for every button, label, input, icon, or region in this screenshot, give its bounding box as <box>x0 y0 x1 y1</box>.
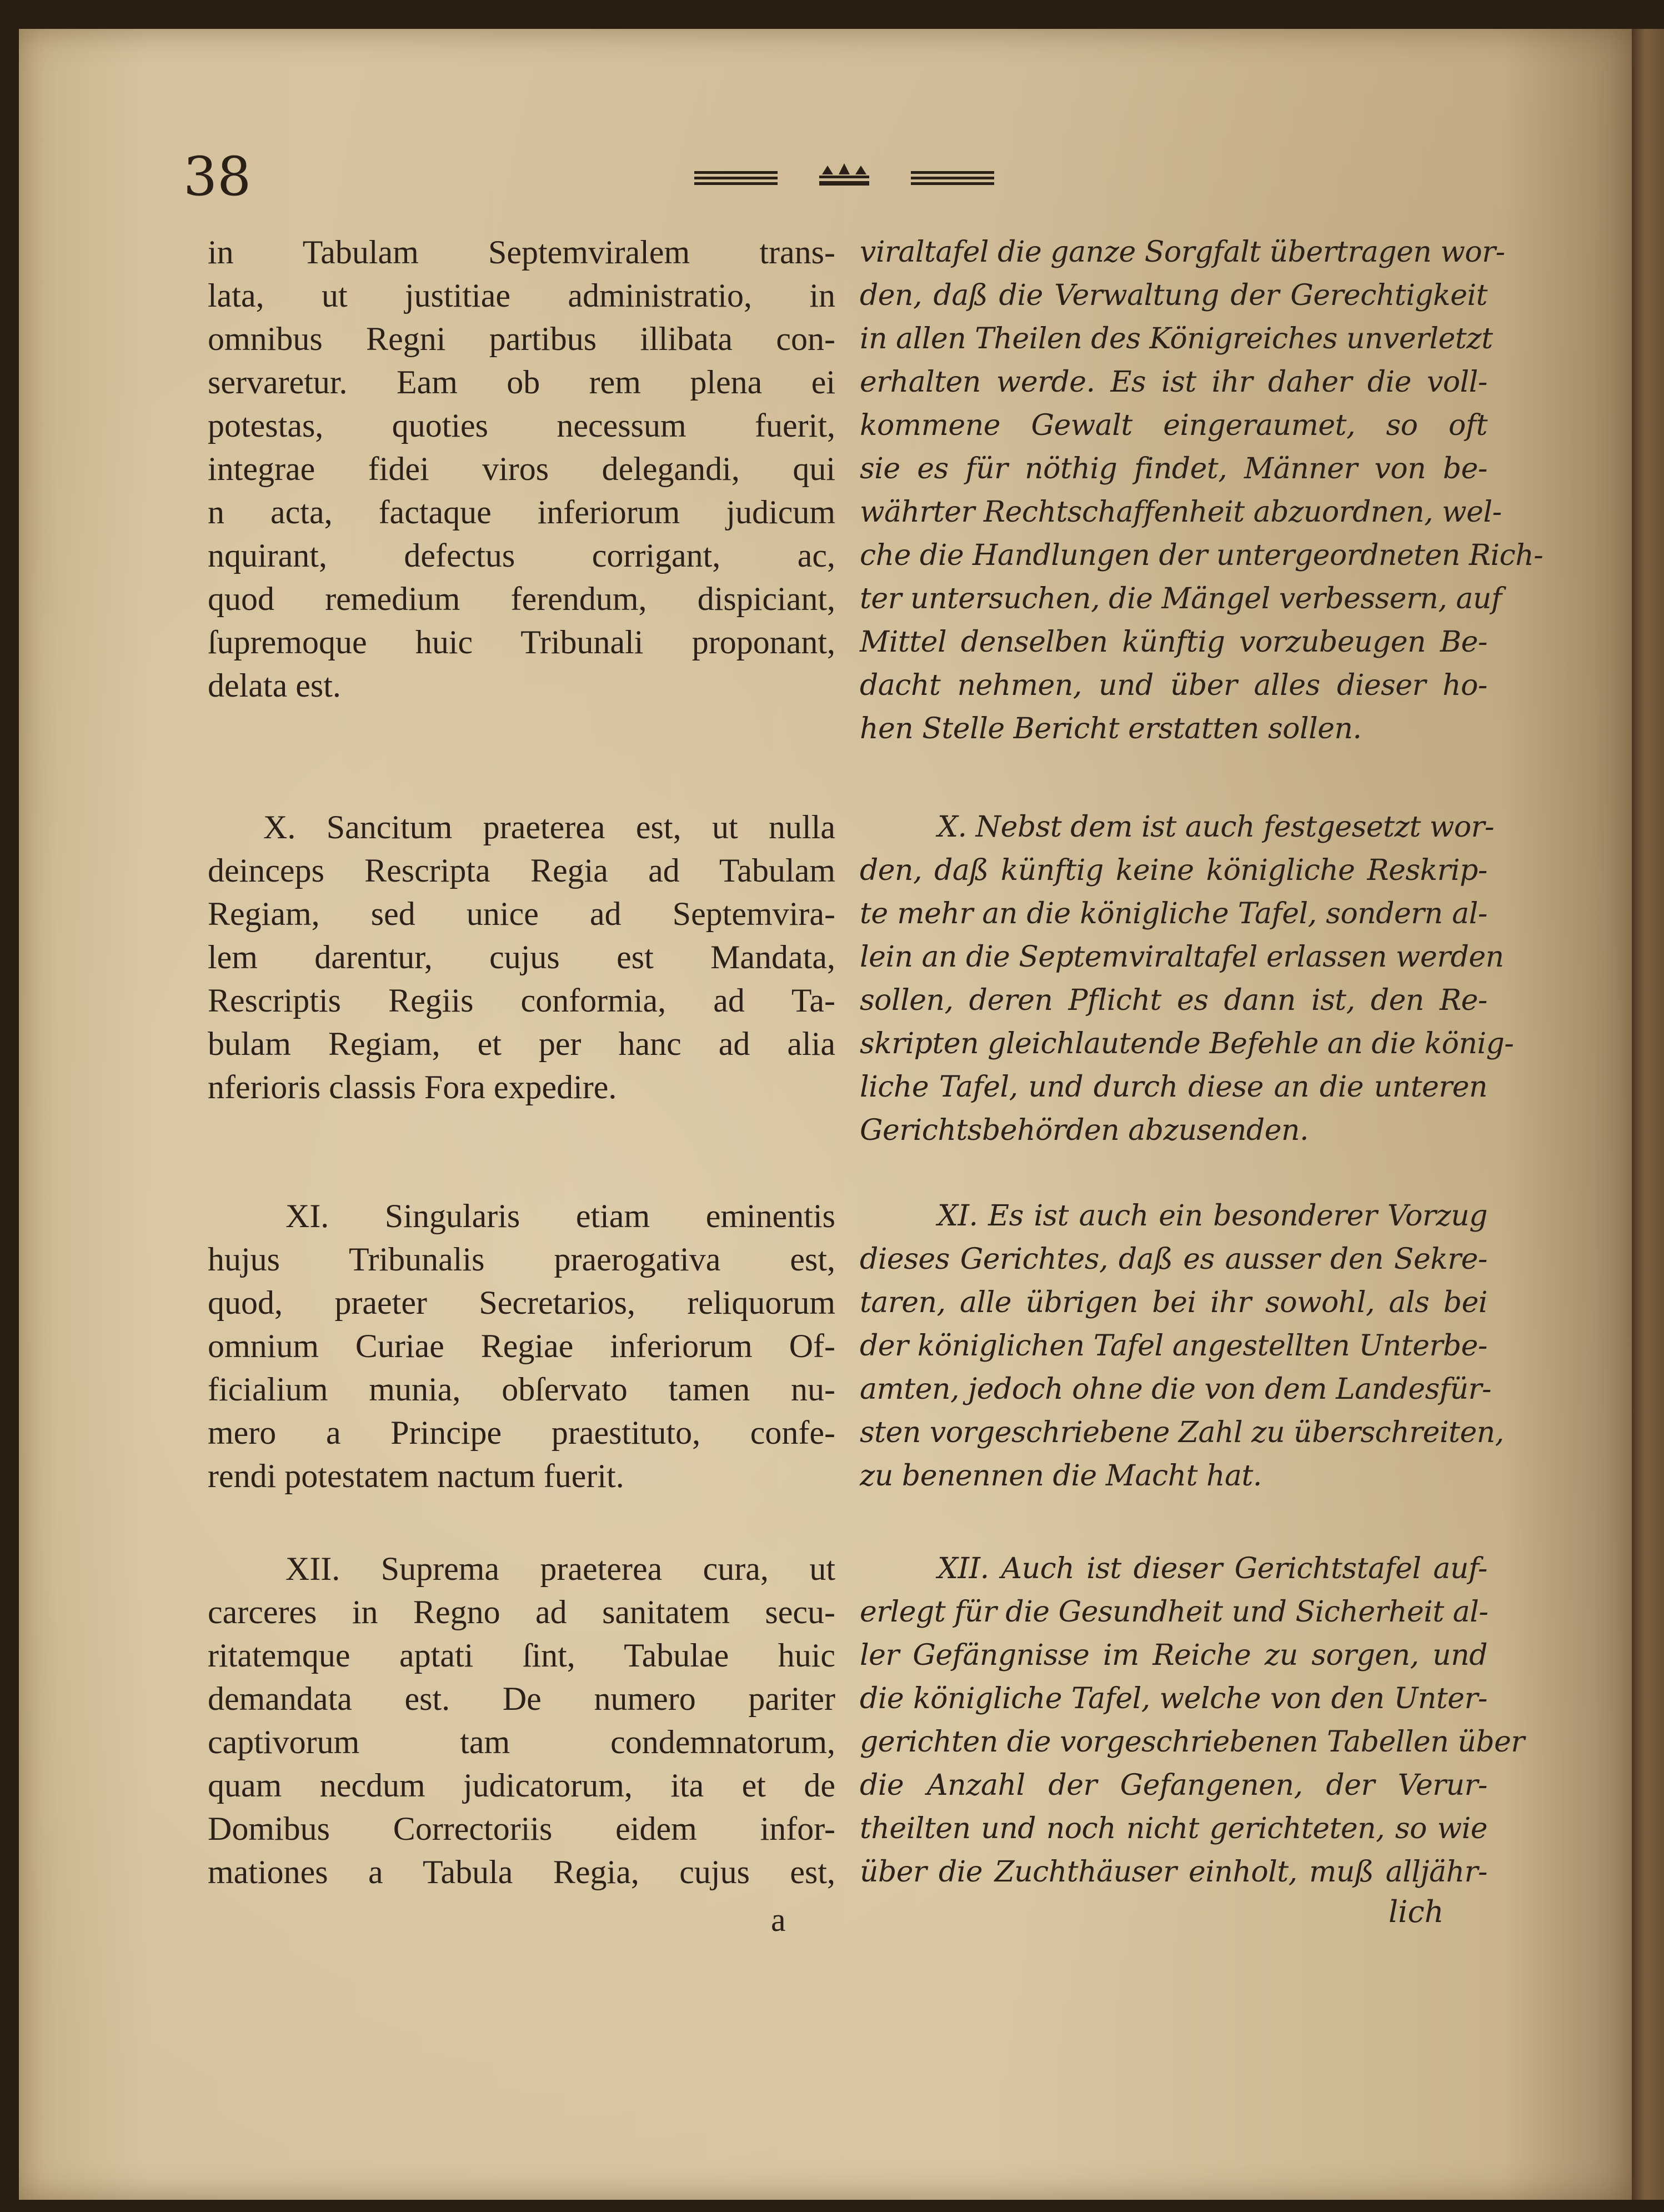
text-line: ritatemque aptati ſint, Tabulae huic <box>208 1637 835 1674</box>
text-line: te mehr an die königliche Tafel, sondern al- <box>860 897 1487 930</box>
text-line: sten vorgeschriebene Zahl zu überschreiten, <box>860 1416 1504 1449</box>
text-line: mero a Principe praestituto, confe- <box>208 1414 835 1451</box>
text-line: quam necdum judicatorum, ita et de <box>208 1767 835 1804</box>
latin-paragraph-1 <box>208 231 835 707</box>
catchword-right: lich <box>1389 1894 1444 1929</box>
text-line: hujus Tribunalis praerogativa est, <box>208 1241 835 1278</box>
text-line: nferioris classis Fora expedire. <box>208 1069 617 1105</box>
text-line: über die Zuchthäuser einholt, muß alljähr- <box>860 1855 1487 1889</box>
text-line: XI. Es ist auch ein besonderer Vorzug <box>938 1199 1487 1233</box>
text-line: der königlichen Tafel angestellten Unterbe- <box>860 1329 1487 1363</box>
text-line: captivorum tam condemnatorum, <box>208 1724 835 1760</box>
text-line: servaretur. Eam ob rem plena ei <box>208 364 835 401</box>
text-line: gerichten die vorgeschriebenen Tabellen über <box>860 1725 1525 1759</box>
text-line: erlegt für die Gesundheit und Sicherheit al- <box>860 1595 1488 1629</box>
text-line: amten, jedoch ohne die von dem Landesfür- <box>860 1373 1492 1406</box>
text-line: Gerichtsbehörden abzusenden. <box>860 1114 1309 1147</box>
latin-paragraph-4 <box>208 1547 835 1894</box>
german-paragraph-3 <box>860 1194 1504 1498</box>
page-number: 38 <box>183 146 252 208</box>
text-line: mationes a Tabula Regia, cujus est, <box>208 1854 835 1890</box>
german-paragraph-4 <box>860 1547 1525 1894</box>
text-line: taren, alle übrigen bei ihr sowohl, als bei <box>860 1286 1487 1319</box>
text-line: zu benennen die Macht hat. <box>860 1459 1262 1493</box>
latin-paragraph-3 <box>208 1194 835 1498</box>
text-line: hen Stelle Bericht erstatten sollen. <box>860 712 1362 745</box>
text-line: delata est. <box>208 667 341 704</box>
text-line: Rescriptis Regiis conformia, ad Ta- <box>208 982 835 1019</box>
text-line: X. Nebst dem ist auch festgesetzt wor- <box>938 810 1495 844</box>
header-ornament <box>694 162 994 196</box>
text-line: quod remedium ferendum, dispiciant, <box>208 580 835 617</box>
text-line: rendi potestatem nactum fuerit. <box>208 1458 624 1494</box>
text-line: ficialium munia, obſervato tamen nu- <box>208 1371 835 1408</box>
text-line: lein an die Septemviraltafel erlassen werden <box>860 940 1504 974</box>
text-line: XII. Auch ist dieser Gerichtstafel auf- <box>938 1552 1487 1585</box>
text-line: che die Handlungen der untergeordneten Rich- <box>860 539 1543 572</box>
text-line: liche Tafel, und durch diese an die unteren <box>860 1070 1487 1104</box>
text-line: ſupremoque huic Tribunali proponant, <box>208 624 835 660</box>
latin-paragraph-2 <box>208 805 835 1109</box>
text-line: quod, praeter Secretarios, reliquorum <box>208 1284 835 1321</box>
text-line: omnium Curiae Regiae inferiorum Of- <box>208 1328 835 1364</box>
german-paragraph-2 <box>860 805 1514 1152</box>
text-line: X. Sancitum praeterea est, ut nulla <box>263 809 835 845</box>
text-line: viraltafel die ganze Sorgfalt übertragen wor- <box>860 236 1505 269</box>
text-line: in allen Theilen des Königreiches unverletzt <box>860 322 1493 356</box>
text-line: kommene Gewalt eingeraumet, so oft <box>860 409 1487 442</box>
text-line: sie es für nöthig findet, Männer von be- <box>860 452 1487 486</box>
text-line: dacht nehmen, und über alles dieser ho- <box>860 669 1487 702</box>
text-line: Regiam, sed unice ad Septemvira- <box>208 895 835 932</box>
next-page-edge <box>1632 29 1664 2200</box>
text-line: skripten gleichlautende Befehle an die könig- <box>860 1027 1514 1060</box>
text-line: ter untersuchen, die Mängel verbessern, auf <box>860 582 1502 615</box>
text-line: ler Gefängnisse im Reiche zu sorgen, und <box>860 1639 1487 1672</box>
text-line: nquirant, defectus corrigant, ac, <box>208 537 835 574</box>
text-line: dieses Gerichtes, daß es ausser den Sekre- <box>860 1243 1487 1276</box>
text-line: Domibus Correctoriis eidem infor- <box>208 1810 835 1847</box>
text-line: integrae fidei viros delegandi, qui <box>208 451 835 487</box>
text-line: lata, ut justitiae administratio, in <box>208 277 835 314</box>
text-line: lem darentur, cujus est Mandata, <box>208 939 835 975</box>
text-line: den, daß die Verwaltung der Gerechtigkeit <box>860 279 1487 312</box>
text-line: XI. Singularis etiam eminentis <box>285 1198 835 1234</box>
text-line: den, daß künftig keine königliche Reskrip- <box>860 854 1487 887</box>
text-line: n acta, factaque inferiorum judicum <box>208 494 835 531</box>
text-line: in Tabulam Septemviralem trans- <box>208 234 835 271</box>
text-line: theilten und noch nicht gerichteten, so wie <box>860 1812 1487 1845</box>
text-line: währter Rechtschaffenheit abzuordnen, wel- <box>860 496 1502 529</box>
text-line: XII. Suprema praeterea cura, ut <box>285 1550 835 1587</box>
text-line: erhalten werde. Es ist ihr daher die voll- <box>860 366 1487 399</box>
text-line: carceres in Regno ad sanitatem secu- <box>208 1594 835 1630</box>
text-line: Mittel denselben künftig vorzubeugen Be- <box>860 625 1487 659</box>
text-line: sollen, deren Pflicht es dann ist, den Re- <box>860 984 1487 1017</box>
catchword-left: a <box>771 1901 786 1938</box>
german-paragraph-1 <box>860 231 1543 750</box>
text-line: die königliche Tafel, welche von den Unter- <box>860 1682 1487 1715</box>
text-line: demandata est. De numero pariter <box>208 1680 835 1717</box>
text-line: bulam Regiam, et per hanc ad alia <box>208 1025 835 1062</box>
text-line: die Anzahl der Gefangenen, der Verur- <box>860 1769 1487 1802</box>
text-line: potestas, quoties necessum fuerit, <box>208 407 835 444</box>
text-line: omnibus Regni partibus illibata con- <box>208 321 835 357</box>
text-line: deinceps Rescripta Regia ad Tabulam <box>208 852 835 889</box>
